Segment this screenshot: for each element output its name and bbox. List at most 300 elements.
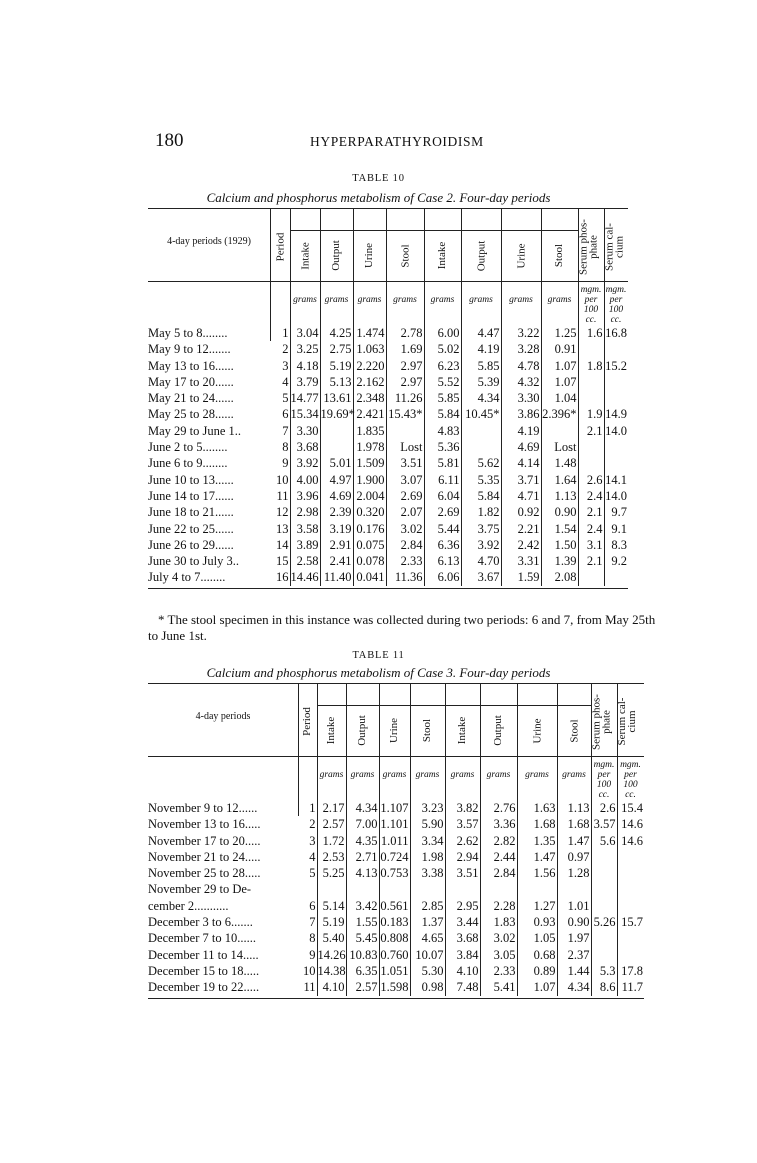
value-cell: 5.90 — [410, 816, 445, 832]
unit-label: mgm. per 100 cc. — [605, 285, 627, 325]
column-header-serum-cal-cium: Serum cal-cium — [603, 222, 625, 271]
table-row — [148, 898, 644, 914]
table-row — [148, 963, 644, 979]
period-cell: 2 — [298, 816, 317, 832]
value-cell: Lost — [541, 439, 578, 455]
unit-label: grams — [430, 295, 455, 305]
period-cell: 1 — [298, 800, 317, 816]
unit-label: grams — [350, 770, 375, 780]
value-cell: 3.68 — [445, 930, 480, 946]
table-row — [148, 865, 644, 881]
column-header-serum-phos-phate: Serum phos-phate — [590, 693, 612, 750]
column-header-urine: Urine — [388, 717, 400, 744]
value-cell: 2.58 — [290, 553, 320, 569]
value-cell — [617, 881, 644, 897]
row-label: May 9 to 12....... — [148, 342, 231, 357]
value-cell: 2.162 — [353, 374, 386, 390]
value-cell: 1.68 — [517, 816, 557, 832]
value-cell — [617, 865, 644, 881]
period-cell: 12 — [270, 504, 290, 520]
period-cell: 6 — [298, 898, 317, 914]
value-cell: 2.6 — [591, 800, 617, 816]
value-cell — [591, 947, 617, 963]
value-cell: 6.06 — [424, 569, 461, 585]
value-cell: 3.89 — [290, 537, 320, 553]
value-cell: 1.978 — [353, 439, 386, 455]
value-cell: 0.93 — [517, 914, 557, 930]
table-row — [148, 390, 628, 406]
value-cell: 11.40 — [320, 569, 353, 585]
value-cell: 5.3 — [591, 963, 617, 979]
table-row — [148, 833, 644, 849]
column-header-intake: Intake — [436, 241, 448, 270]
value-cell: 5.44 — [424, 521, 461, 537]
row-label: November 29 to De- — [148, 882, 252, 897]
value-cell — [591, 881, 617, 897]
table-row — [148, 914, 644, 930]
value-cell: 14.46 — [290, 570, 319, 585]
column-header-urine: Urine — [363, 242, 375, 269]
table-row — [148, 358, 628, 374]
value-cell: 2.37 — [557, 947, 591, 963]
value-cell: 2.396* — [542, 407, 577, 422]
unit-label: grams — [293, 295, 317, 305]
value-cell: 3.92 — [290, 455, 320, 471]
value-cell: 4.10 — [317, 979, 346, 995]
value-cell: 14.6 — [621, 833, 643, 848]
value-cell: 1.50 — [541, 537, 578, 553]
value-cell — [346, 881, 379, 897]
value-cell: 0.320 — [353, 504, 386, 520]
table-row — [148, 472, 628, 488]
value-cell — [317, 881, 346, 897]
value-cell: 3.82 — [445, 800, 480, 816]
value-cell: 4.25 — [320, 325, 353, 341]
value-cell: 4.65 — [410, 930, 445, 946]
value-cell: 1.55 — [346, 914, 379, 930]
value-cell: 3.28 — [501, 341, 541, 357]
table-10-body — [148, 325, 628, 586]
value-cell: 0.68 — [517, 947, 557, 963]
value-cell: 8.3 — [611, 537, 627, 552]
value-cell: 2.57 — [317, 816, 346, 832]
value-cell: 19.69* — [320, 407, 355, 422]
period-cell: 7 — [270, 423, 290, 439]
value-cell: 2.421 — [353, 406, 386, 422]
row-label: May 21 to 24...... — [148, 391, 234, 406]
value-cell: 6.04 — [424, 488, 461, 504]
value-cell: 3.19 — [320, 521, 353, 537]
value-cell: 0.078 — [353, 553, 386, 569]
value-cell: 4.19 — [461, 341, 501, 357]
value-cell: 1.900 — [353, 472, 386, 488]
value-cell — [604, 439, 628, 455]
value-cell — [591, 865, 617, 881]
table-11-body — [148, 800, 644, 996]
value-cell: 1.05 — [517, 930, 557, 946]
value-cell: 10.45* — [461, 406, 501, 422]
value-cell: 5.25 — [317, 865, 346, 881]
column-header-output: Output — [475, 240, 487, 271]
value-cell: 3.25 — [290, 341, 320, 357]
value-cell: 2.95 — [445, 898, 480, 914]
period-cell: 5 — [270, 390, 290, 406]
value-cell — [320, 423, 353, 439]
row-label: November 21 to 24..... — [148, 849, 261, 864]
value-cell: 5.01 — [320, 455, 353, 471]
table-11-label: TABLE 11 — [352, 650, 405, 661]
value-cell: 5.45 — [346, 930, 379, 946]
value-cell: 5.19 — [317, 914, 346, 930]
period-cell: 10 — [270, 472, 290, 488]
period-cell: 8 — [270, 439, 290, 455]
value-cell: 1.8 — [578, 358, 604, 374]
value-cell: 0.041 — [353, 569, 386, 585]
table-row — [148, 439, 628, 455]
value-cell — [578, 374, 604, 390]
value-cell: 0.561 — [380, 898, 409, 913]
column-header-urine: Urine — [515, 242, 527, 269]
value-cell: 2.75 — [320, 341, 353, 357]
value-cell: 2.21 — [501, 521, 541, 537]
table-bottom-rule — [148, 588, 628, 589]
row-label: cember 2........... — [148, 898, 229, 913]
value-cell — [517, 881, 557, 897]
row-label: June 22 to 25...... — [148, 521, 234, 536]
value-cell: 1.35 — [517, 833, 557, 849]
row-label: June 6 to 9........ — [148, 456, 228, 471]
value-cell: 5.41 — [480, 979, 517, 995]
value-cell: 3.22 — [501, 325, 541, 341]
value-cell — [461, 439, 501, 455]
value-cell: 0.89 — [517, 963, 557, 979]
row-label: May 13 to 16...... — [148, 358, 234, 373]
value-cell: 2.78 — [386, 325, 424, 341]
value-cell — [591, 898, 617, 914]
value-cell: 0.98 — [410, 979, 445, 995]
value-cell: 0.176 — [353, 521, 386, 537]
value-cell: 3.02 — [480, 930, 517, 946]
value-cell: 14.77 — [290, 391, 319, 406]
value-cell: 5.52 — [424, 374, 461, 390]
value-cell: 15.4 — [621, 801, 643, 815]
row-label: May 29 to June 1.. — [148, 423, 242, 438]
row-label: June 10 to 13...... — [148, 472, 234, 487]
value-cell: 3.75 — [461, 521, 501, 537]
value-cell: 2.82 — [480, 833, 517, 849]
value-cell: 3.51 — [386, 455, 424, 471]
table-row — [148, 930, 644, 946]
value-cell: 2.98 — [290, 504, 320, 520]
period-cell: 2 — [270, 341, 290, 357]
value-cell: 10.07 — [410, 947, 445, 963]
value-cell: 1.063 — [353, 341, 386, 357]
value-cell — [591, 849, 617, 865]
value-cell: 6.23 — [424, 358, 461, 374]
value-cell: 1.28 — [557, 865, 591, 881]
value-cell: 3.57 — [591, 816, 617, 832]
value-cell: 0.183 — [380, 915, 409, 930]
row-label: November 13 to 16..... — [148, 817, 261, 832]
value-cell: 6.13 — [424, 553, 461, 569]
value-cell: 5.19 — [320, 358, 353, 374]
value-cell: 4.00 — [290, 472, 320, 488]
period-cell: 16 — [270, 569, 290, 585]
value-cell: 11.26 — [386, 390, 424, 406]
value-cell: 6.35 — [346, 963, 379, 979]
value-cell: 1.101 — [380, 817, 409, 832]
value-cell: 10.83 — [346, 947, 379, 963]
value-cell: 5.36 — [424, 439, 461, 455]
value-cell: 0.90 — [541, 504, 578, 520]
value-cell — [578, 455, 604, 471]
value-cell — [320, 439, 353, 455]
period-cell: 13 — [270, 521, 290, 537]
row-label: May 25 to 28...... — [148, 407, 234, 422]
table-top-rule — [148, 683, 644, 684]
value-cell — [604, 374, 628, 390]
value-cell: 4.71 — [501, 488, 541, 504]
table-row — [148, 488, 628, 504]
value-cell: 3.44 — [445, 914, 480, 930]
value-cell: 2.1 — [578, 504, 604, 520]
unit-label: grams — [319, 770, 344, 780]
column-header-intake: Intake — [299, 241, 311, 270]
value-cell: Lost — [386, 439, 424, 455]
value-cell: 1.72 — [317, 833, 346, 849]
value-cell: 3.34 — [410, 833, 445, 849]
header-rule — [148, 281, 628, 282]
value-cell: 1.01 — [557, 898, 591, 914]
value-cell: 1.07 — [541, 374, 578, 390]
value-cell: 3.31 — [501, 553, 541, 569]
value-cell: 16.8 — [605, 326, 627, 340]
value-cell: 15.34 — [290, 407, 319, 422]
value-cell: 7.00 — [346, 816, 379, 832]
value-cell: 5.62 — [461, 455, 501, 471]
value-cell: 0.90 — [557, 914, 591, 930]
period-cell: 3 — [270, 358, 290, 374]
value-cell: 1.27 — [517, 898, 557, 914]
value-cell: 0.760 — [380, 947, 409, 962]
column-header-stool: Stool — [421, 718, 433, 743]
value-cell: 1.107 — [380, 801, 409, 815]
value-cell: 5.35 — [461, 472, 501, 488]
unit-label: grams — [382, 770, 407, 780]
value-cell — [591, 930, 617, 946]
value-cell: 13.61 — [320, 390, 353, 406]
value-cell: 4.32 — [501, 374, 541, 390]
value-cell: 14.26 — [317, 947, 346, 962]
value-cell: 1.98 — [410, 849, 445, 865]
value-cell: 2.85 — [410, 898, 445, 914]
value-cell: 4.34 — [557, 979, 591, 995]
value-cell: 15.2 — [605, 358, 627, 373]
value-cell — [617, 947, 644, 963]
column-header-stool: Stool — [399, 243, 411, 268]
table-row — [148, 849, 644, 865]
stub-head: 4-day periods (1929) — [167, 236, 251, 247]
column-header-stool: Stool — [568, 718, 580, 743]
value-cell: 0.753 — [380, 866, 409, 881]
period-cell: 4 — [270, 374, 290, 390]
value-cell: 5.81 — [424, 455, 461, 471]
value-cell: 2.4 — [578, 521, 604, 537]
value-cell: 2.1 — [578, 423, 604, 439]
row-label: December 3 to 6....... — [148, 915, 253, 930]
row-label: November 9 to 12...... — [148, 801, 258, 815]
value-cell — [617, 930, 644, 946]
value-cell: 5.14 — [317, 898, 346, 914]
value-cell: 3.51 — [445, 865, 480, 881]
value-cell: 1.48 — [541, 455, 578, 471]
row-label: November 17 to 20..... — [148, 833, 261, 848]
unit-label: grams — [562, 770, 586, 780]
column-header-intake: Intake — [456, 716, 468, 745]
table-row — [148, 947, 644, 963]
unit-label: grams — [547, 295, 572, 305]
value-cell: 14.9 — [605, 407, 627, 422]
value-cell: 2.44 — [480, 849, 517, 865]
value-cell: 3.04 — [290, 325, 320, 341]
value-cell: 3.96 — [290, 488, 320, 504]
value-cell: 3.30 — [290, 423, 320, 439]
value-cell: 11.7 — [621, 980, 643, 995]
value-cell: 4.10 — [445, 963, 480, 979]
value-cell: 5.6 — [591, 833, 617, 849]
value-cell: 3.57 — [445, 816, 480, 832]
value-cell: 14.0 — [605, 423, 627, 438]
value-cell: 2.97 — [386, 358, 424, 374]
value-cell: 1.07 — [517, 979, 557, 995]
value-cell: 1.598 — [380, 980, 409, 995]
period-cell: 11 — [298, 979, 317, 995]
row-label: July 4 to 7........ — [148, 570, 226, 585]
value-cell: 6.36 — [424, 537, 461, 553]
value-cell: 7.48 — [445, 979, 480, 995]
value-cell — [604, 341, 628, 357]
table-row — [148, 521, 628, 537]
value-cell: 1.97 — [557, 930, 591, 946]
column-header-output: Output — [356, 715, 368, 746]
value-cell: 1.25 — [541, 325, 578, 341]
value-cell: 6.00 — [424, 325, 461, 341]
value-cell: 0.075 — [353, 537, 386, 553]
value-cell: 1.54 — [541, 521, 578, 537]
value-cell — [480, 881, 517, 897]
table-row — [148, 553, 628, 569]
value-cell: 1.59 — [501, 569, 541, 585]
value-cell: 4.13 — [346, 865, 379, 881]
period-cell: 5 — [298, 865, 317, 881]
value-cell: 3.84 — [445, 947, 480, 963]
value-cell: 2.33 — [386, 553, 424, 569]
value-cell: 3.07 — [386, 472, 424, 488]
unit-label: grams — [525, 770, 549, 780]
value-cell: 1.13 — [541, 488, 578, 504]
period-cell — [298, 881, 317, 897]
period-cell: 15 — [270, 553, 290, 569]
value-cell — [386, 423, 424, 439]
value-cell: 2.004 — [353, 488, 386, 504]
page-number: 180 — [155, 130, 184, 151]
value-cell: 1.68 — [557, 816, 591, 832]
table-10-footnote: * The stool specimen in this instance was collected during two periods: 6 and 7, from May 25th to June 1st. — [148, 612, 656, 643]
value-cell: 0.724 — [380, 849, 409, 864]
period-cell: 11 — [270, 488, 290, 504]
value-cell: 4.14 — [501, 455, 541, 471]
running-head: HYPERPARATHYROIDISM — [310, 134, 484, 149]
value-cell: 1.474 — [353, 325, 386, 341]
value-cell: 4.35 — [346, 833, 379, 849]
unit-label: grams — [450, 770, 475, 780]
value-cell: 1.9 — [578, 406, 604, 422]
value-cell: 2.17 — [317, 800, 346, 816]
value-cell: 2.6 — [578, 472, 604, 488]
value-cell: 1.051 — [380, 963, 409, 978]
value-cell — [604, 455, 628, 471]
value-cell — [461, 423, 501, 439]
value-cell: 2.4 — [578, 488, 604, 504]
header-rule — [148, 756, 644, 757]
unit-label: mgm. per 100 cc. — [580, 285, 602, 325]
value-cell: 3.23 — [410, 800, 445, 816]
value-cell: 9.2 — [611, 554, 627, 569]
value-cell — [379, 881, 410, 897]
unit-label: grams — [486, 770, 511, 780]
unit-label: grams — [469, 295, 493, 305]
value-cell: 15.43* — [386, 406, 424, 422]
value-cell: 5.30 — [410, 963, 445, 979]
value-cell: 2.94 — [445, 849, 480, 865]
value-cell: 4.97 — [320, 472, 353, 488]
value-cell: 3.71 — [501, 472, 541, 488]
value-cell: 2.69 — [424, 504, 461, 520]
value-cell: 5.26 — [591, 914, 617, 930]
value-cell: 14.6 — [621, 817, 643, 832]
value-cell: 4.18 — [290, 358, 320, 374]
value-cell: 5.85 — [424, 390, 461, 406]
value-cell: 2.08 — [541, 569, 578, 585]
value-cell: 2.348 — [353, 390, 386, 406]
column-header-output: Output — [492, 715, 504, 746]
value-cell — [445, 881, 480, 897]
value-cell: 3.30 — [501, 390, 541, 406]
column-header-intake: Intake — [325, 716, 337, 745]
value-cell: 4.70 — [461, 553, 501, 569]
period-cell: 6 — [270, 406, 290, 422]
period-cell: 4 — [298, 849, 317, 865]
value-cell: 2.42 — [501, 537, 541, 553]
value-cell: 2.53 — [317, 849, 346, 865]
value-cell — [410, 881, 445, 897]
value-cell: 1.83 — [480, 914, 517, 930]
value-cell: 0.91 — [541, 341, 578, 357]
column-header-output: Output — [330, 240, 342, 271]
row-label: May 17 to 20...... — [148, 374, 234, 389]
value-cell: 1.47 — [557, 833, 591, 849]
table-10-label: TABLE 10 — [352, 173, 405, 184]
stub-head: 4-day periods — [195, 711, 251, 722]
value-cell: 2.41 — [320, 553, 353, 569]
period-cell: 8 — [298, 930, 317, 946]
table-row — [148, 374, 628, 390]
row-label: June 14 to 17...... — [148, 488, 234, 503]
value-cell — [604, 390, 628, 406]
row-label: June 30 to July 3.. — [148, 554, 239, 569]
value-cell: 1.835 — [353, 423, 386, 439]
row-label: December 7 to 10...... — [148, 931, 256, 946]
